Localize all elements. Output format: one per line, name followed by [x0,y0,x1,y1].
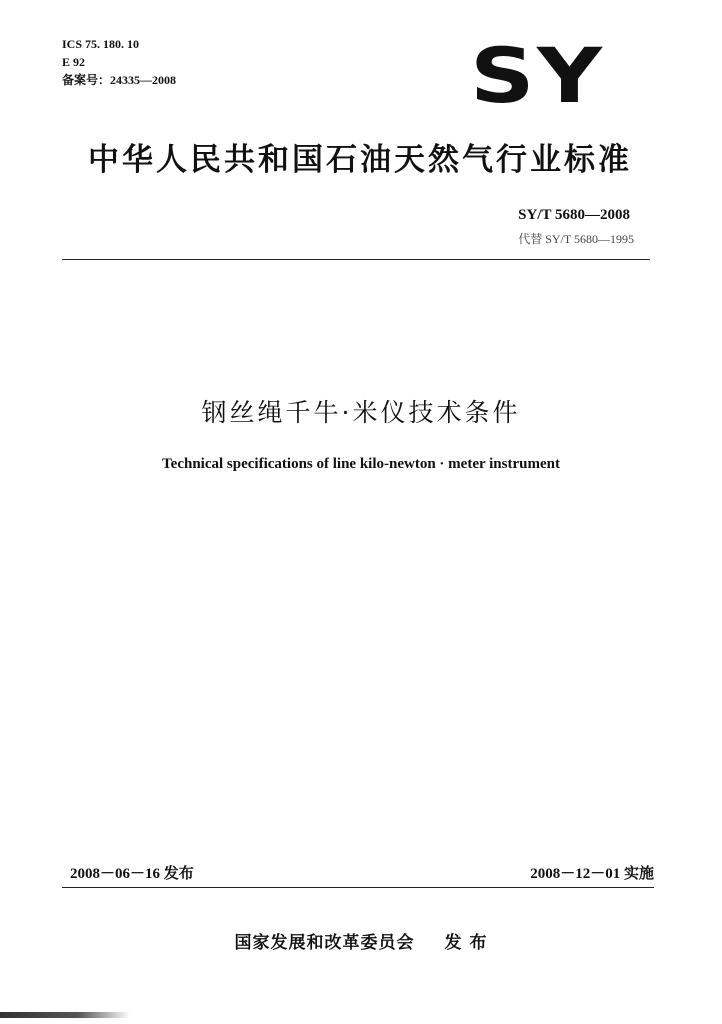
issue-date: 2008－06－16 发布 [70,866,194,882]
publisher-name: 国家发展和改革委员会 [234,933,415,953]
ics-code: ICS 75. 180. 10 [62,37,140,51]
top-divider [62,259,650,260]
standard-code: SY/T 5680—2008 [518,207,630,223]
scan-edge-mark [0,1012,130,1018]
publisher [0,928,722,953]
org-title: 中华人民共和国石油天然气行业标准 [88,142,632,178]
english-title: Technical specifications of line kilo-newton · meter instrument [162,456,560,472]
replaces-standard: 代替 SY/T 5680—1995 [518,232,634,246]
record-number: 备案号：24335—2008 [62,73,177,87]
publisher-action: 发 布 [444,933,488,953]
effective-date: 2008－12－01 实施 [530,866,654,882]
class-code: E 92 [62,55,86,69]
bottom-divider [62,887,654,888]
chinese-title: 钢丝绳千牛·米仪技术条件 [201,398,521,427]
sy-logo: SY [470,31,605,120]
